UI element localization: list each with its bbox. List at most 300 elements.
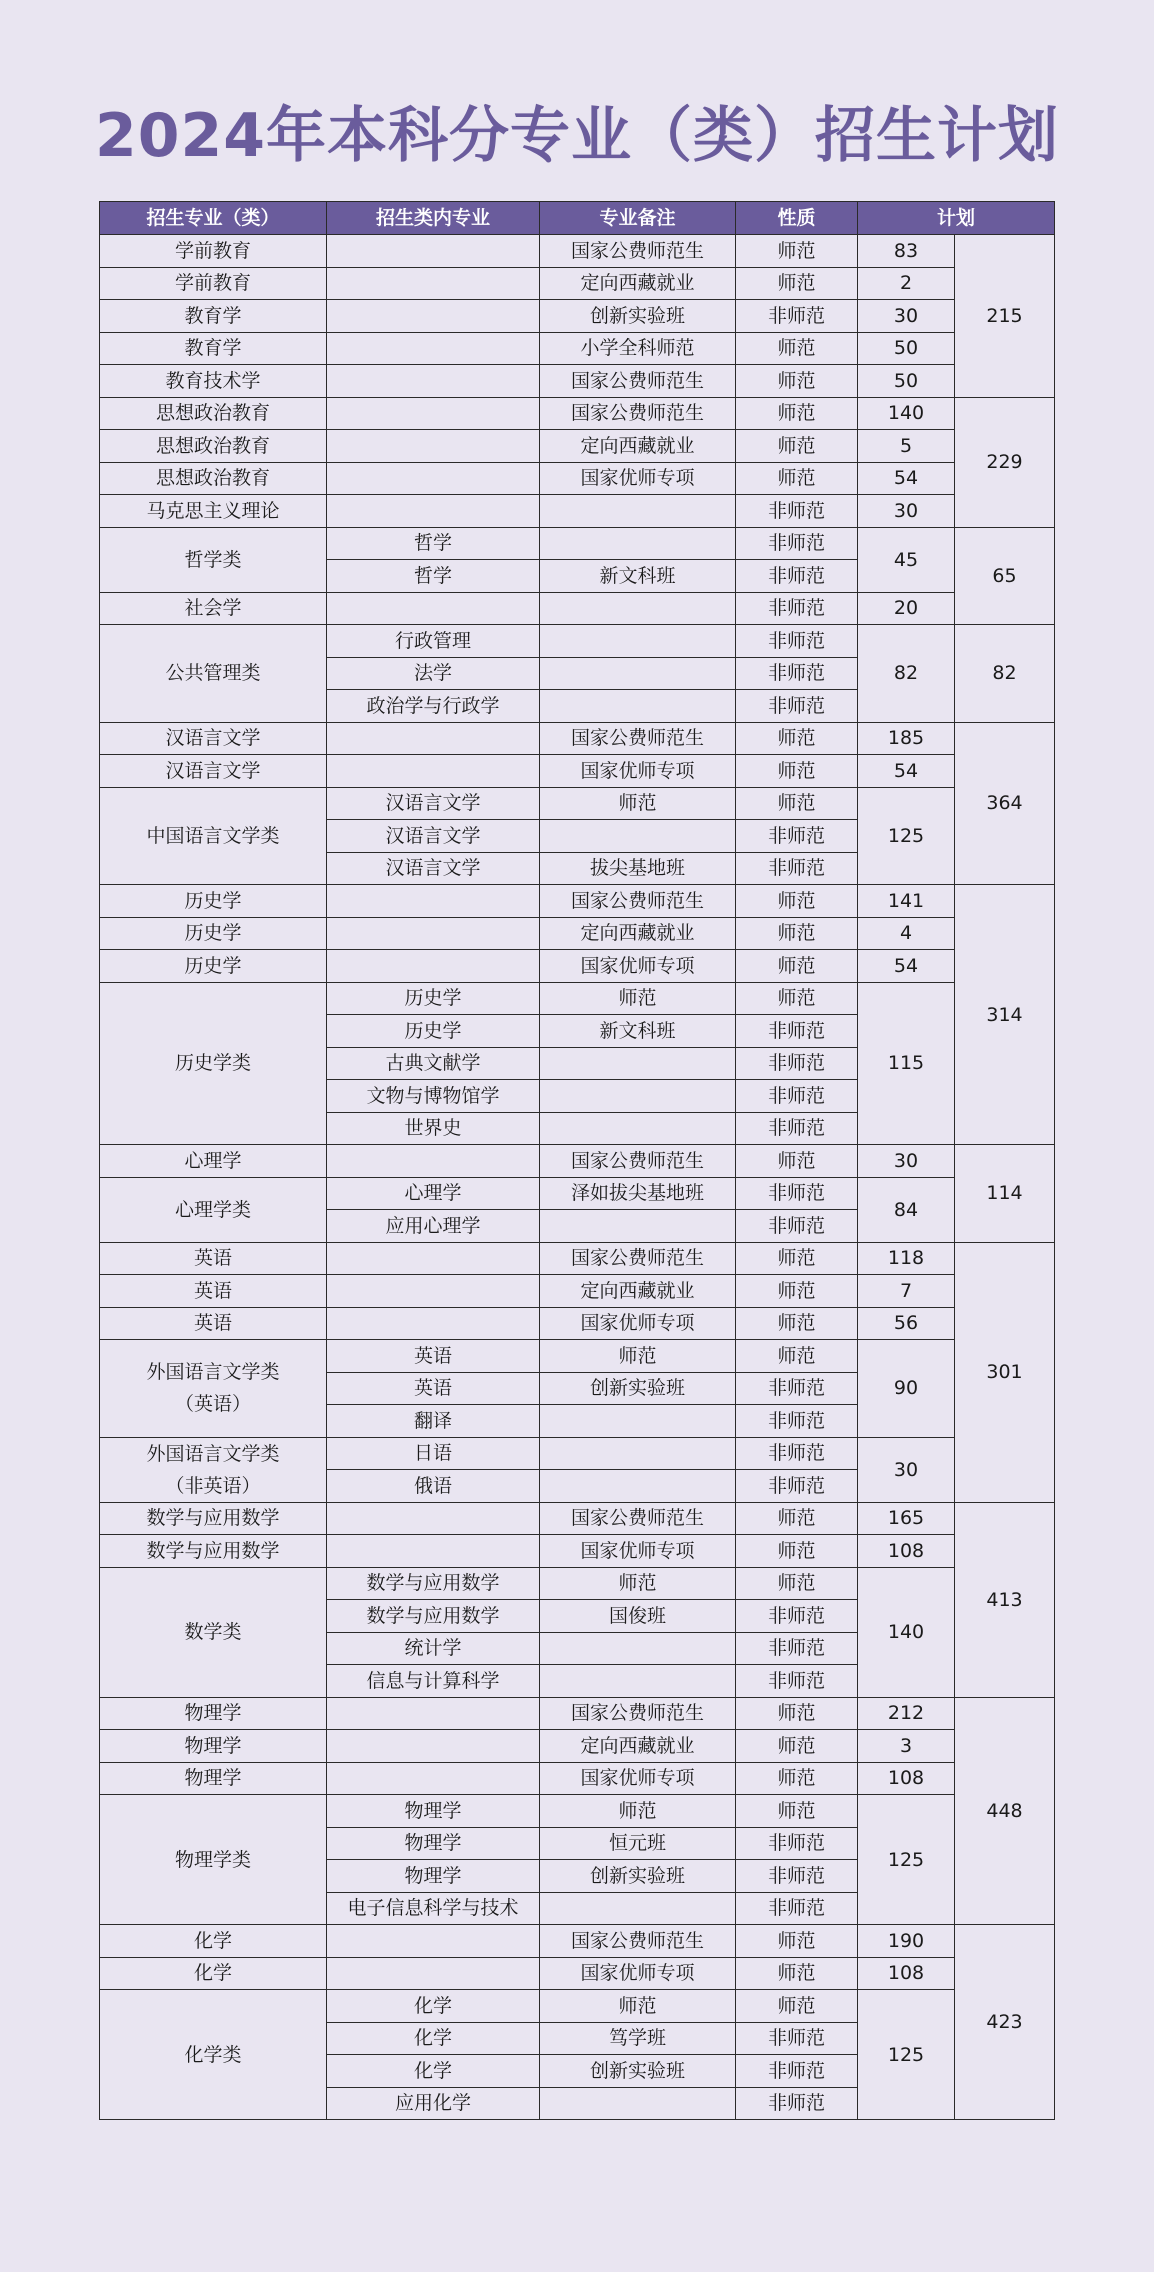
nature-cell: 非师范 — [736, 690, 858, 723]
major-cell — [327, 885, 540, 918]
nature-cell: 非师范 — [736, 592, 858, 625]
table-row — [100, 332, 1055, 365]
note-cell: 国家优师专项 — [540, 462, 736, 495]
nature-cell: 师范 — [736, 235, 858, 268]
major-cell — [327, 1145, 540, 1178]
note-cell: 定向西藏就业 — [540, 1275, 736, 1308]
major-cell: 汉语言文学 — [327, 852, 540, 885]
plan-total-cell: 364 — [955, 722, 1055, 885]
nature-cell: 师范 — [736, 397, 858, 430]
major-cell — [327, 950, 540, 983]
table-row — [100, 462, 1055, 495]
plan-cell: 125 — [858, 1990, 955, 2120]
major-cell: 世界史 — [327, 1112, 540, 1145]
plan-total-cell: 448 — [955, 1697, 1055, 1925]
plan-cell: 5 — [858, 430, 955, 463]
note-cell: 定向西藏就业 — [540, 1730, 736, 1763]
category-cell: 历史学 — [100, 950, 327, 983]
plan-cell: 54 — [858, 462, 955, 495]
plan-cell: 50 — [858, 365, 955, 398]
table-row — [100, 625, 1055, 658]
table-row — [100, 527, 1055, 560]
major-cell — [327, 1535, 540, 1568]
category-cell: 英语 — [100, 1307, 327, 1340]
plan-cell: 118 — [858, 1242, 955, 1275]
plan-cell: 190 — [858, 1925, 955, 1958]
note-cell: 新文科班 — [540, 560, 736, 593]
note-cell: 拔尖基地班 — [540, 852, 736, 885]
nature-cell: 非师范 — [736, 1470, 858, 1503]
nature-cell: 师范 — [736, 1762, 858, 1795]
major-cell: 心理学 — [327, 1177, 540, 1210]
table-row — [100, 1990, 1055, 2023]
plan-total-cell: 65 — [955, 527, 1055, 625]
plan-cell: 115 — [858, 982, 955, 1145]
nature-cell: 师范 — [736, 1307, 858, 1340]
nature-cell: 非师范 — [736, 1405, 858, 1438]
note-cell: 国家公费师范生 — [540, 1502, 736, 1535]
table-row — [100, 1567, 1055, 1600]
category-cell: 汉语言文学 — [100, 722, 327, 755]
major-cell — [327, 235, 540, 268]
nature-cell: 师范 — [736, 1795, 858, 1828]
category-cell: 物理学类 — [100, 1795, 327, 1925]
nature-cell: 师范 — [736, 1567, 858, 1600]
plan-total-cell: 423 — [955, 1925, 1055, 2120]
major-cell: 化学 — [327, 1990, 540, 2023]
plan-cell: 140 — [858, 397, 955, 430]
nature-cell: 师范 — [736, 755, 858, 788]
plan-cell: 30 — [858, 300, 955, 333]
major-cell — [327, 495, 540, 528]
major-cell — [327, 1502, 540, 1535]
table-row — [100, 1730, 1055, 1763]
nature-cell: 非师范 — [736, 1600, 858, 1633]
category-cell: 中国语言文学类 — [100, 787, 327, 885]
nature-cell: 师范 — [736, 917, 858, 950]
nature-cell: 师范 — [736, 885, 858, 918]
major-cell — [327, 1242, 540, 1275]
major-cell: 应用化学 — [327, 2087, 540, 2120]
category-cell: 公共管理类 — [100, 625, 327, 723]
major-cell: 化学 — [327, 2022, 540, 2055]
plan-cell: 108 — [858, 1762, 955, 1795]
major-cell — [327, 1275, 540, 1308]
nature-cell: 非师范 — [736, 1632, 858, 1665]
table-row — [100, 365, 1055, 398]
major-cell — [327, 1762, 540, 1795]
plan-total-cell: 229 — [955, 397, 1055, 527]
nature-cell: 非师范 — [736, 2022, 858, 2055]
nature-cell: 师范 — [736, 722, 858, 755]
major-cell: 物理学 — [327, 1860, 540, 1893]
table-row — [100, 1535, 1055, 1568]
table-row — [100, 1925, 1055, 1958]
category-cell: 马克思主义理论 — [100, 495, 327, 528]
nature-cell: 师范 — [736, 1730, 858, 1763]
nature-cell: 非师范 — [736, 1437, 858, 1470]
note-cell: 师范 — [540, 1567, 736, 1600]
note-cell: 恒元班 — [540, 1827, 736, 1860]
nature-cell: 师范 — [736, 1697, 858, 1730]
category-cell: 汉语言文学 — [100, 755, 327, 788]
nature-cell: 师范 — [736, 1957, 858, 1990]
nature-cell: 非师范 — [736, 1860, 858, 1893]
table-row — [100, 300, 1055, 333]
category-cell: 思想政治教育 — [100, 462, 327, 495]
major-cell — [327, 332, 540, 365]
header-note: 专业备注 — [540, 202, 736, 235]
plan-cell: 54 — [858, 950, 955, 983]
category-cell: 数学与应用数学 — [100, 1535, 327, 1568]
nature-cell: 师范 — [736, 1145, 858, 1178]
category-cell: 社会学 — [100, 592, 327, 625]
table-row — [100, 1145, 1055, 1178]
plan-cell: 90 — [858, 1340, 955, 1438]
page-title: 2024年本科分专业（类）招生计划 — [95, 101, 1059, 171]
note-cell: 师范 — [540, 1990, 736, 2023]
plan-cell: 30 — [858, 1145, 955, 1178]
note-cell: 定向西藏就业 — [540, 430, 736, 463]
table-row — [100, 722, 1055, 755]
table-row — [100, 1242, 1055, 1275]
note-cell: 师范 — [540, 982, 736, 1015]
table-row — [100, 1502, 1055, 1535]
major-cell: 数学与应用数学 — [327, 1567, 540, 1600]
note-cell — [540, 657, 736, 690]
note-cell: 国家公费师范生 — [540, 1697, 736, 1730]
plan-cell: 185 — [858, 722, 955, 755]
plan-total-cell: 301 — [955, 1242, 1055, 1502]
nature-cell: 非师范 — [736, 560, 858, 593]
category-cell: 数学类 — [100, 1567, 327, 1697]
note-cell — [540, 625, 736, 658]
table-row — [100, 1307, 1055, 1340]
table-row — [100, 787, 1055, 820]
note-cell: 国家公费师范生 — [540, 1242, 736, 1275]
plan-cell: 83 — [858, 235, 955, 268]
note-cell: 小学全科师范 — [540, 332, 736, 365]
table-row — [100, 1762, 1055, 1795]
note-cell — [540, 495, 736, 528]
major-cell: 统计学 — [327, 1632, 540, 1665]
major-cell: 古典文献学 — [327, 1047, 540, 1080]
category-cell: 教育学 — [100, 332, 327, 365]
nature-cell: 非师范 — [736, 1210, 858, 1243]
category-cell: 教育技术学 — [100, 365, 327, 398]
major-cell: 汉语言文学 — [327, 787, 540, 820]
nature-cell: 师范 — [736, 1502, 858, 1535]
major-cell: 汉语言文学 — [327, 820, 540, 853]
nature-cell: 非师范 — [736, 1015, 858, 1048]
category-cell: 外国语言文学类 （英语） — [100, 1340, 327, 1438]
note-cell — [540, 1892, 736, 1925]
nature-cell: 非师范 — [736, 1892, 858, 1925]
plan-cell: 30 — [858, 495, 955, 528]
nature-cell: 师范 — [736, 462, 858, 495]
nature-cell: 师范 — [736, 1990, 858, 2023]
category-cell: 心理学类 — [100, 1177, 327, 1242]
note-cell: 创新实验班 — [540, 1860, 736, 1893]
table-row — [100, 267, 1055, 300]
category-cell: 思想政治教育 — [100, 397, 327, 430]
note-cell: 师范 — [540, 1795, 736, 1828]
plan-cell: 2 — [858, 267, 955, 300]
note-cell: 师范 — [540, 1340, 736, 1373]
nature-cell: 非师范 — [736, 1080, 858, 1113]
plan-cell: 84 — [858, 1177, 955, 1242]
nature-cell: 师范 — [736, 1242, 858, 1275]
major-cell: 哲学 — [327, 527, 540, 560]
note-cell — [540, 1405, 736, 1438]
note-cell — [540, 1437, 736, 1470]
enrollment-plan-table — [99, 201, 1055, 2120]
note-cell: 国家公费师范生 — [540, 235, 736, 268]
category-cell: 思想政治教育 — [100, 430, 327, 463]
table-row — [100, 950, 1055, 983]
note-cell — [540, 1112, 736, 1145]
nature-cell: 非师范 — [736, 1372, 858, 1405]
nature-cell: 非师范 — [736, 2087, 858, 2120]
note-cell: 国家优师专项 — [540, 1762, 736, 1795]
major-cell: 日语 — [327, 1437, 540, 1470]
major-cell: 翻译 — [327, 1405, 540, 1438]
major-cell: 信息与计算科学 — [327, 1665, 540, 1698]
table-row — [100, 885, 1055, 918]
major-cell: 法学 — [327, 657, 540, 690]
category-cell: 历史学类 — [100, 982, 327, 1145]
category-cell: 物理学 — [100, 1730, 327, 1763]
plan-total-cell: 82 — [955, 625, 1055, 723]
major-cell — [327, 755, 540, 788]
major-cell: 数学与应用数学 — [327, 1600, 540, 1633]
note-cell: 定向西藏就业 — [540, 917, 736, 950]
note-cell — [540, 1470, 736, 1503]
major-cell: 物理学 — [327, 1795, 540, 1828]
nature-cell: 非师范 — [736, 820, 858, 853]
plan-total-cell: 215 — [955, 235, 1055, 398]
major-cell — [327, 917, 540, 950]
note-cell: 创新实验班 — [540, 2055, 736, 2088]
note-cell: 国家公费师范生 — [540, 1925, 736, 1958]
note-cell: 笃学班 — [540, 2022, 736, 2055]
note-cell: 泽如拔尖基地班 — [540, 1177, 736, 1210]
plan-cell: 82 — [858, 625, 955, 723]
note-cell: 定向西藏就业 — [540, 267, 736, 300]
note-cell: 国家公费师范生 — [540, 1145, 736, 1178]
table-body — [100, 235, 1055, 2120]
plan-cell: 4 — [858, 917, 955, 950]
major-cell: 英语 — [327, 1340, 540, 1373]
note-cell — [540, 820, 736, 853]
plan-cell: 45 — [858, 527, 955, 592]
note-cell: 国家公费师范生 — [540, 397, 736, 430]
note-cell: 国俊班 — [540, 1600, 736, 1633]
major-cell — [327, 1697, 540, 1730]
note-cell — [540, 1632, 736, 1665]
nature-cell: 非师范 — [736, 1112, 858, 1145]
plan-cell: 30 — [858, 1437, 955, 1502]
category-cell: 数学与应用数学 — [100, 1502, 327, 1535]
nature-cell: 师范 — [736, 982, 858, 1015]
major-cell — [327, 365, 540, 398]
nature-cell: 师范 — [736, 1535, 858, 1568]
major-cell — [327, 722, 540, 755]
note-cell — [540, 592, 736, 625]
table-row — [100, 495, 1055, 528]
plan-cell: 125 — [858, 787, 955, 885]
note-cell — [540, 527, 736, 560]
table-header-row — [100, 202, 1055, 235]
category-cell: 历史学 — [100, 885, 327, 918]
nature-cell: 师范 — [736, 950, 858, 983]
category-cell: 物理学 — [100, 1697, 327, 1730]
header-major: 招生类内专业 — [327, 202, 540, 235]
plan-cell: 20 — [858, 592, 955, 625]
note-cell: 国家优师专项 — [540, 1307, 736, 1340]
major-cell: 历史学 — [327, 982, 540, 1015]
category-cell: 心理学 — [100, 1145, 327, 1178]
major-cell: 文物与博物馆学 — [327, 1080, 540, 1113]
note-cell: 国家优师专项 — [540, 755, 736, 788]
note-cell — [540, 1047, 736, 1080]
nature-cell: 非师范 — [736, 1177, 858, 1210]
major-cell — [327, 430, 540, 463]
nature-cell: 师范 — [736, 365, 858, 398]
major-cell — [327, 1307, 540, 1340]
category-cell: 教育学 — [100, 300, 327, 333]
major-cell: 英语 — [327, 1372, 540, 1405]
category-cell: 历史学 — [100, 917, 327, 950]
major-cell: 物理学 — [327, 1827, 540, 1860]
nature-cell: 非师范 — [736, 495, 858, 528]
category-cell: 英语 — [100, 1275, 327, 1308]
nature-cell: 非师范 — [736, 1665, 858, 1698]
plan-cell: 7 — [858, 1275, 955, 1308]
note-cell — [540, 690, 736, 723]
nature-cell: 非师范 — [736, 1827, 858, 1860]
table-row — [100, 755, 1055, 788]
note-cell: 师范 — [540, 787, 736, 820]
table-row — [100, 1957, 1055, 1990]
nature-cell: 非师范 — [736, 2055, 858, 2088]
nature-cell: 非师范 — [736, 527, 858, 560]
note-cell: 创新实验班 — [540, 1372, 736, 1405]
table-row — [100, 235, 1055, 268]
nature-cell: 师范 — [736, 787, 858, 820]
major-cell: 俄语 — [327, 1470, 540, 1503]
plan-cell: 50 — [858, 332, 955, 365]
plan-cell: 212 — [858, 1697, 955, 1730]
nature-cell: 师范 — [736, 267, 858, 300]
nature-cell: 师范 — [736, 332, 858, 365]
plan-cell: 56 — [858, 1307, 955, 1340]
major-cell: 行政管理 — [327, 625, 540, 658]
note-cell — [540, 1210, 736, 1243]
nature-cell: 非师范 — [736, 625, 858, 658]
note-cell: 国家优师专项 — [540, 950, 736, 983]
major-cell — [327, 300, 540, 333]
nature-cell: 非师范 — [736, 852, 858, 885]
table-row — [100, 982, 1055, 1015]
note-cell — [540, 2087, 736, 2120]
category-cell: 化学类 — [100, 1990, 327, 2120]
plan-total-cell: 413 — [955, 1502, 1055, 1697]
nature-cell: 非师范 — [736, 300, 858, 333]
table-row — [100, 1795, 1055, 1828]
major-cell — [327, 592, 540, 625]
plan-cell: 3 — [858, 1730, 955, 1763]
note-cell — [540, 1080, 736, 1113]
major-cell: 哲学 — [327, 560, 540, 593]
category-cell: 化学 — [100, 1957, 327, 1990]
category-cell: 学前教育 — [100, 235, 327, 268]
category-cell: 化学 — [100, 1925, 327, 1958]
table-row — [100, 1697, 1055, 1730]
plan-cell: 140 — [858, 1567, 955, 1697]
table-row — [100, 1275, 1055, 1308]
header-nature: 性质 — [736, 202, 858, 235]
category-cell: 学前教育 — [100, 267, 327, 300]
plan-cell: 165 — [858, 1502, 955, 1535]
major-cell: 电子信息科学与技术 — [327, 1892, 540, 1925]
table-row — [100, 430, 1055, 463]
plan-cell: 141 — [858, 885, 955, 918]
table-row — [100, 1437, 1055, 1470]
note-cell — [540, 1665, 736, 1698]
plan-total-cell: 114 — [955, 1145, 1055, 1243]
plan-cell: 125 — [858, 1795, 955, 1925]
major-cell — [327, 1925, 540, 1958]
plan-cell: 108 — [858, 1535, 955, 1568]
table-row — [100, 1340, 1055, 1373]
table-row — [100, 592, 1055, 625]
major-cell — [327, 267, 540, 300]
category-cell: 英语 — [100, 1242, 327, 1275]
major-cell — [327, 397, 540, 430]
major-cell: 化学 — [327, 2055, 540, 2088]
major-cell: 政治学与行政学 — [327, 690, 540, 723]
nature-cell: 师范 — [736, 430, 858, 463]
major-cell: 历史学 — [327, 1015, 540, 1048]
table-row — [100, 1177, 1055, 1210]
nature-cell: 师范 — [736, 1925, 858, 1958]
category-cell: 物理学 — [100, 1762, 327, 1795]
note-cell: 国家优师专项 — [540, 1957, 736, 1990]
plan-total-cell: 314 — [955, 885, 1055, 1145]
plan-cell: 54 — [858, 755, 955, 788]
category-cell: 哲学类 — [100, 527, 327, 592]
major-cell — [327, 1957, 540, 1990]
category-cell: 外国语言文学类 （非英语） — [100, 1437, 327, 1502]
table-row — [100, 917, 1055, 950]
note-cell: 国家公费师范生 — [540, 365, 736, 398]
note-cell: 国家公费师范生 — [540, 722, 736, 755]
nature-cell: 师范 — [736, 1340, 858, 1373]
header-category: 招生专业（类） — [100, 202, 327, 235]
note-cell: 创新实验班 — [540, 300, 736, 333]
major-cell: 应用心理学 — [327, 1210, 540, 1243]
note-cell: 新文科班 — [540, 1015, 736, 1048]
note-cell: 国家公费师范生 — [540, 885, 736, 918]
nature-cell: 师范 — [736, 1275, 858, 1308]
nature-cell: 非师范 — [736, 1047, 858, 1080]
plan-cell: 108 — [858, 1957, 955, 1990]
major-cell — [327, 462, 540, 495]
note-cell: 国家优师专项 — [540, 1535, 736, 1568]
nature-cell: 非师范 — [736, 657, 858, 690]
major-cell — [327, 1730, 540, 1763]
